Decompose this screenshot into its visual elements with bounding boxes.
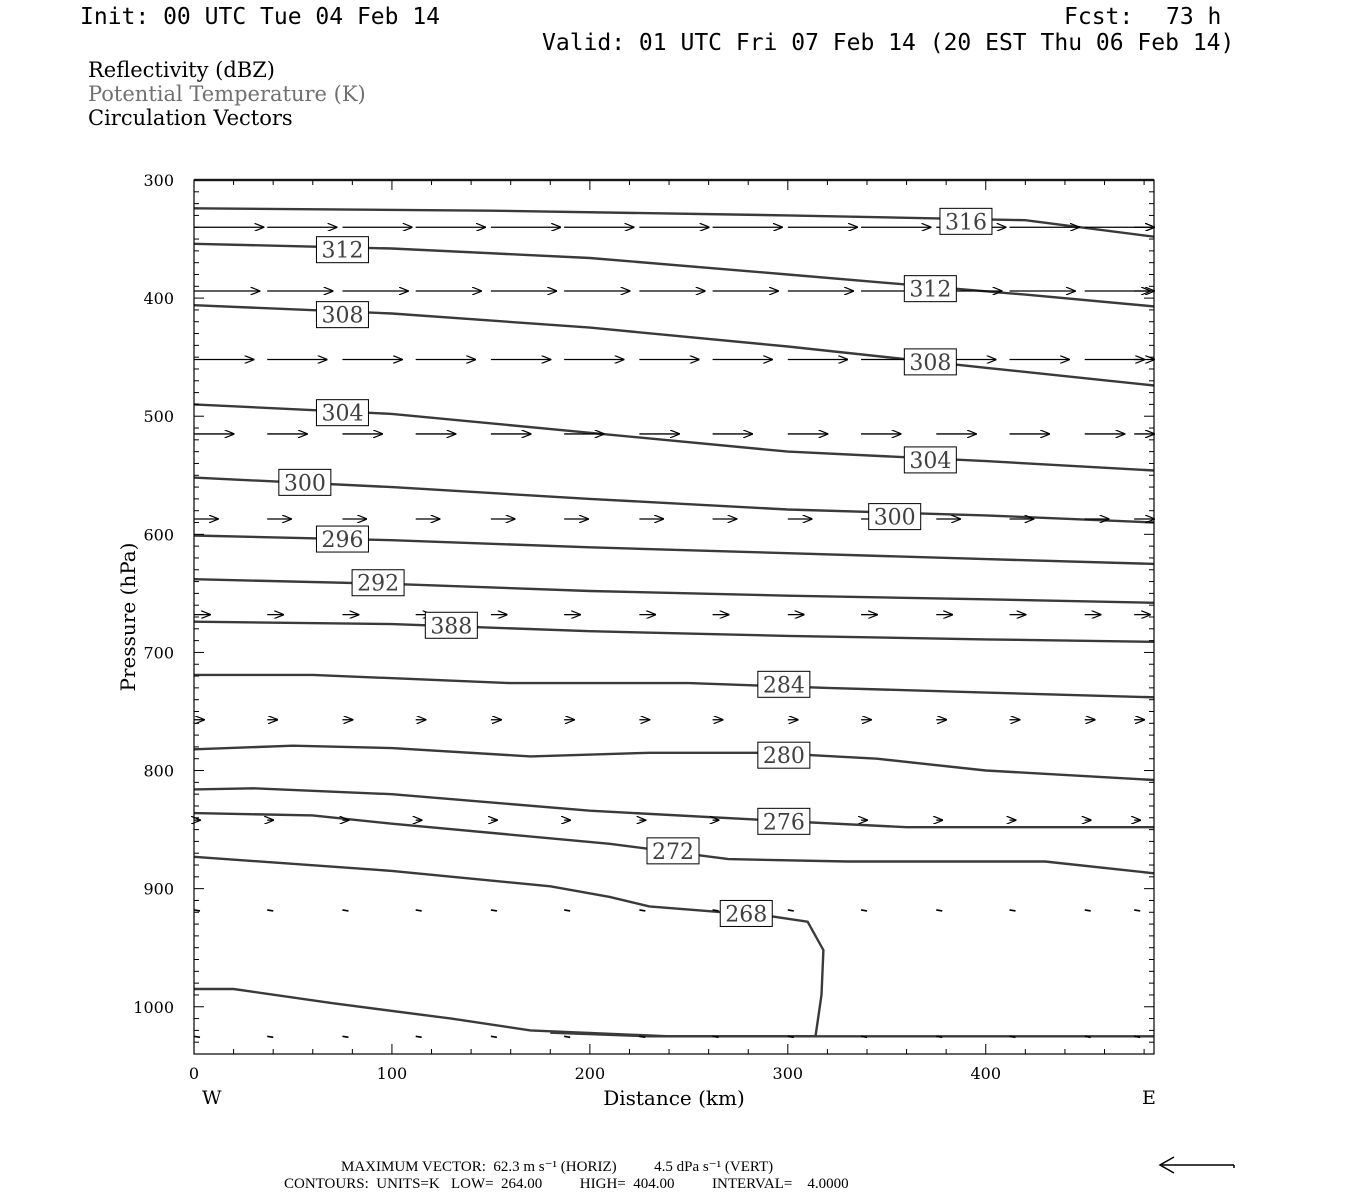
- x-axis-title: Distance (km): [603, 1086, 745, 1110]
- contour-label: 300: [283, 471, 326, 497]
- contour-labels: [279, 208, 992, 927]
- max-vector-info: MAXIMUM VECTOR: 62.3 m s⁻¹ (HORIZ) 4.5 dPa s⁻¹ (VERT): [341, 1159, 774, 1175]
- y-tick-label: 600: [143, 525, 174, 545]
- theta-contour-line: [194, 579, 1154, 603]
- wind-vector: [194, 1036, 200, 1037]
- wind-vector: [1134, 1036, 1140, 1037]
- wind-vector: [342, 1036, 348, 1037]
- wind-vector: [1010, 910, 1016, 911]
- contour-label: 280: [762, 744, 805, 770]
- contour-label: 308: [321, 303, 364, 329]
- wind-vector: [416, 1036, 422, 1037]
- wind-vector: [713, 910, 719, 911]
- wind-vector: [491, 910, 497, 911]
- theta-contour-line: [194, 989, 1154, 1036]
- wind-vector: [861, 1036, 867, 1037]
- contour-label: 300: [873, 505, 916, 531]
- wind-vector: [861, 910, 867, 911]
- wind-vector: [936, 910, 942, 911]
- init-time: Init: 00 UTC Tue 04 Feb 14: [80, 4, 441, 30]
- contour-label: 276: [762, 810, 805, 836]
- wind-vector: [788, 1036, 794, 1037]
- wind-vector: [1010, 1036, 1016, 1037]
- wind-vector: [416, 910, 422, 911]
- theta-contour-line: [194, 208, 1154, 236]
- theta-contour-line: [194, 746, 1154, 780]
- x-tick-label: 300: [772, 1064, 804, 1083]
- wind-vector: [639, 910, 645, 911]
- axis-ticks: [133, 171, 1154, 1083]
- theta-contour-line: [194, 478, 1154, 523]
- wind-vector: [936, 1036, 942, 1037]
- field-label-circulation-vectors: Circulation Vectors: [88, 106, 293, 130]
- left-arrow-icon: [1152, 1153, 1242, 1177]
- y-tick-label: 300: [143, 171, 174, 190]
- contour-label: 304: [321, 401, 364, 427]
- forecast-hour: 73 h: [1166, 4, 1222, 30]
- y-tick-label: 900: [143, 879, 174, 899]
- x-tick-label: 400: [970, 1064, 1002, 1083]
- wind-vector: [267, 1036, 273, 1037]
- wind-vector: [639, 1036, 645, 1037]
- x-tick-label: 200: [574, 1064, 606, 1083]
- field-label-potential-temperature: Potential Temperature (K): [88, 82, 366, 106]
- y-tick-label: 800: [143, 761, 174, 781]
- y-tick-label: 400: [143, 289, 174, 309]
- wind-vector: [267, 910, 273, 911]
- contour-label: 308: [909, 350, 952, 376]
- forecast-label: Fcst:: [1064, 4, 1134, 30]
- wind-vector: [564, 910, 570, 911]
- contour-label: 304: [909, 448, 952, 474]
- field-label-reflectivity: Reflectivity (dBZ): [88, 58, 276, 82]
- x-tick-label: 0: [188, 1064, 200, 1083]
- y-tick-label: 700: [143, 643, 174, 663]
- wind-vector: [342, 910, 348, 911]
- wind-vector: [491, 1036, 497, 1037]
- contour-label: 388: [430, 614, 473, 640]
- wind-vector: [788, 910, 794, 911]
- contour-label: 296: [321, 528, 364, 554]
- wind-vector: [1134, 910, 1140, 911]
- east-label: E: [1142, 1087, 1156, 1109]
- wind-vector: [564, 1036, 570, 1037]
- theta-contour-line: [194, 788, 1154, 827]
- y-tick-label: 500: [143, 407, 174, 427]
- wind-vector: [1085, 1036, 1091, 1037]
- wind-vector: [1085, 910, 1091, 911]
- theta-contour-line: [194, 675, 1154, 697]
- contour-label: 312: [321, 238, 364, 264]
- y-axis-title: Pressure (hPa): [116, 542, 140, 692]
- theta-contour-line: [194, 622, 1154, 642]
- west-label: W: [202, 1087, 222, 1109]
- contour-label: 284: [762, 673, 805, 699]
- valid-time: Valid: 01 UTC Fri 07 Feb 14 (20 EST Thu 06 Feb 14): [542, 30, 1235, 56]
- contour-info: CONTOURS: UNITS=K LOW= 264.00 HIGH= 404.00 INTERVAL= 4.0000: [284, 1176, 849, 1192]
- contour-label: 312: [909, 277, 952, 303]
- contour-label: 316: [944, 210, 987, 236]
- contour-label: 268: [725, 902, 768, 928]
- wind-vector: [713, 1036, 719, 1037]
- contour-label: 292: [357, 571, 400, 597]
- contour-label: 272: [652, 839, 695, 865]
- y-tick-label: 1000: [133, 997, 174, 1017]
- theta-contour-line: [194, 857, 823, 1037]
- wind-vector: [194, 910, 200, 911]
- x-tick-label: 100: [376, 1064, 408, 1083]
